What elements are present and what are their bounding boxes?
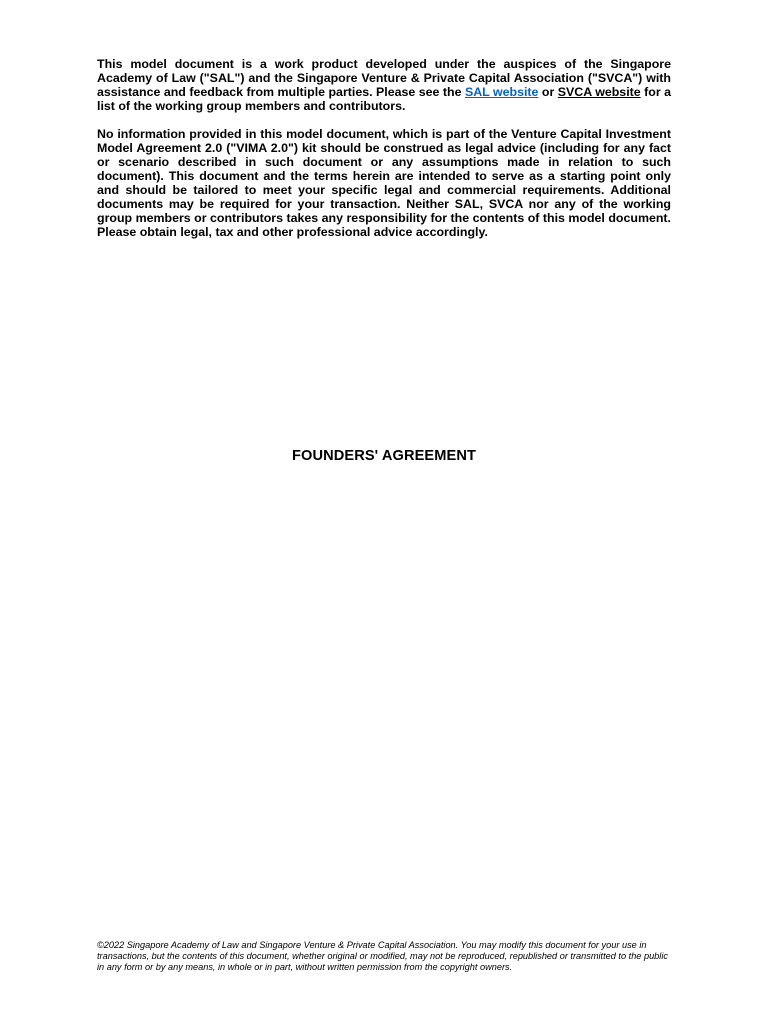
sal-website-link[interactable]: SAL website — [464, 85, 539, 99]
disclaimer-text-intro: This model document is a work product developed under the auspices of the Singapore Academy of Law ("SAL") and the Singapore Venture & Private Capital Association ("SVCA") with assistance and feedback from multiple parties. Please see the — [97, 57, 671, 99]
disclaimer-text-or: or — [538, 85, 558, 99]
disclaimer-paragraph-2: No information provided in this model document, which is part of the Venture Capital Investment Model Agreement 2.0 ("VIMA 2.0") kit should be construed as legal advice (including for any fact or scenario described in such document or any assumptions made in relation to such document). This document and the terms herein are intended to serve as a starting point only and should be tailored to meet your specific legal and commercial requirements. Additional documents may be required for your transaction. Neither SAL, SVCA nor any of the working group members or contributors takes any responsibility for the contents of this model document. Please obtain legal, tax and other professional advice accordingly. — [97, 127, 671, 239]
disclaimer-block — [97, 57, 671, 253]
copyright-footer: ©2022 Singapore Academy of Law and Singapore Venture & Private Capital Association. You may modify this document for your use in transactions, but the contents of this document, whether original or modified, may not be reproduced, republished or transmitted to the public in any form or by any means, in whole or in part, without written permission from the copyright owners. — [97, 940, 668, 973]
disclaimer-text-outro: for a list of the working group members and contributors. — [97, 85, 672, 113]
svca-website-link[interactable]: SVCA website — [557, 85, 641, 99]
disclaimer-paragraph-1 — [97, 57, 671, 113]
document-title: FOUNDERS' AGREEMENT — [291, 448, 476, 464]
